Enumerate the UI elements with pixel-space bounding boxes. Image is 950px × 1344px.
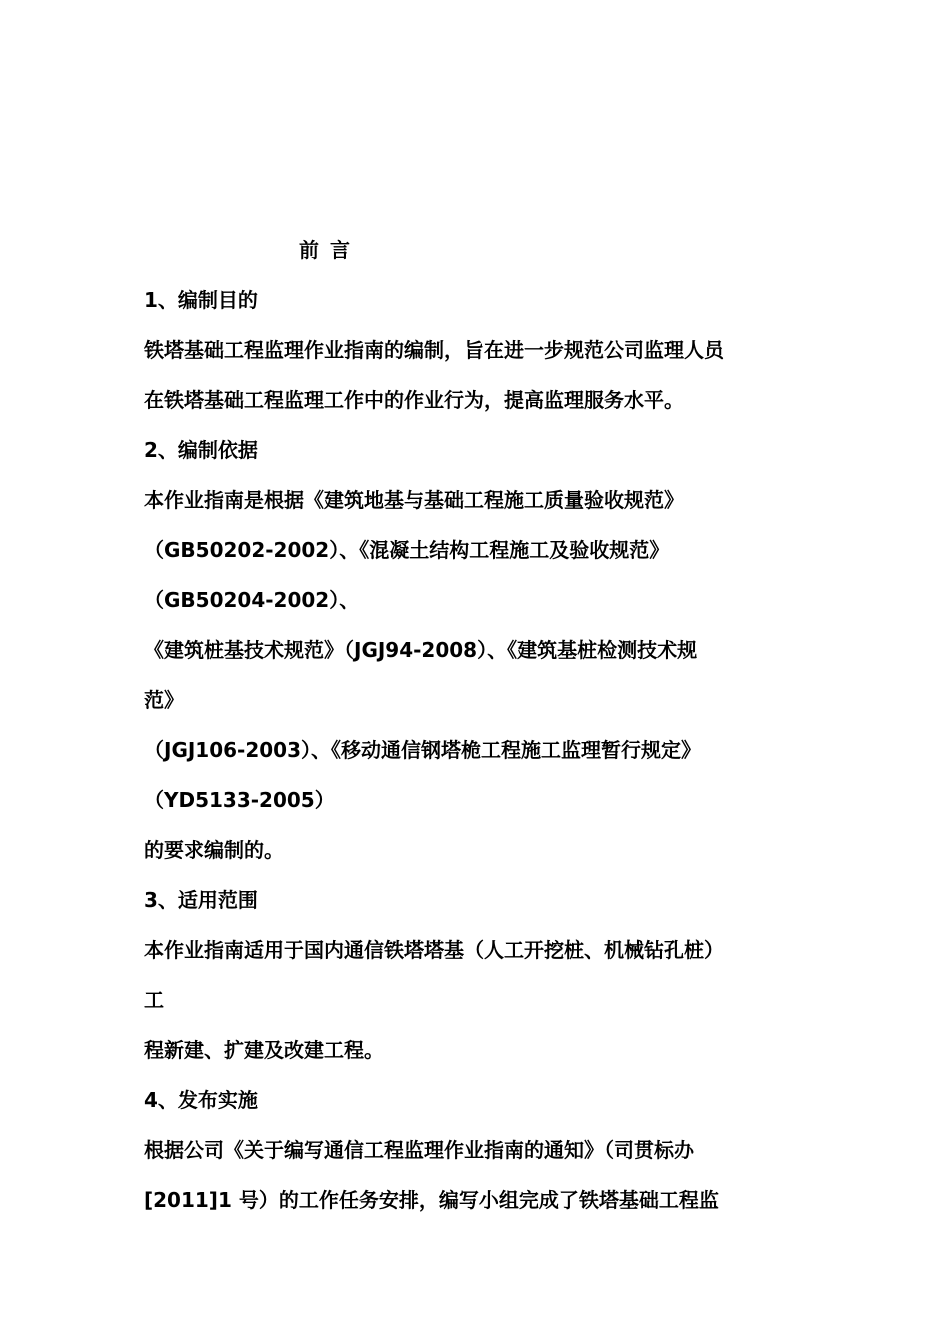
body-line: 本作业指南适用于国内通信铁塔塔基（人工开挖桩、机械钻孔桩） <box>144 938 724 962</box>
body-line: 的要求编制的。 <box>144 838 284 862</box>
body-line: 工 <box>144 988 164 1012</box>
body-line: 《建筑桩基技术规范》（JGJ94-2008）、《建筑基桩检测技术规 <box>144 638 698 662</box>
body-line: 本作业指南是根据《建筑地基与基础工程施工质量验收规范》 <box>144 488 684 512</box>
body-line: （JGJ106-2003）、《移动通信钢塔桅工程施工监理暂行规定》 <box>144 738 702 762</box>
body-line: 铁塔基础工程监理作业指南的编制，旨在进一步规范公司监理人员 <box>144 338 724 362</box>
section-heading-release: 4、发布实施 <box>144 1088 258 1112</box>
body-line: （GB50202-2002）、《混凝土结构工程施工及验收规范》 <box>144 538 670 562</box>
body-line: 程新建、扩建及改建工程。 <box>144 1038 384 1062</box>
body-line: 根据公司《关于编写通信工程监理作业指南的通知》（司贯标办 <box>144 1138 694 1162</box>
body-line: 范》 <box>144 688 184 712</box>
body-line: （YD5133-2005） <box>144 788 335 812</box>
section-heading-scope: 3、适用范围 <box>144 888 258 912</box>
body-line: 在铁塔基础工程监理工作中的作业行为，提高监理服务水平。 <box>144 388 684 412</box>
section-heading-basis: 2、编制依据 <box>144 438 258 462</box>
section-heading-purpose: 1、编制目的 <box>144 288 258 312</box>
body-line: [2011]1 号）的工作任务安排，编写小组完成了铁塔基础工程监 <box>144 1188 719 1212</box>
page-title: 前 言 <box>299 238 352 262</box>
body-line: （GB50204-2002）、 <box>144 588 360 612</box>
